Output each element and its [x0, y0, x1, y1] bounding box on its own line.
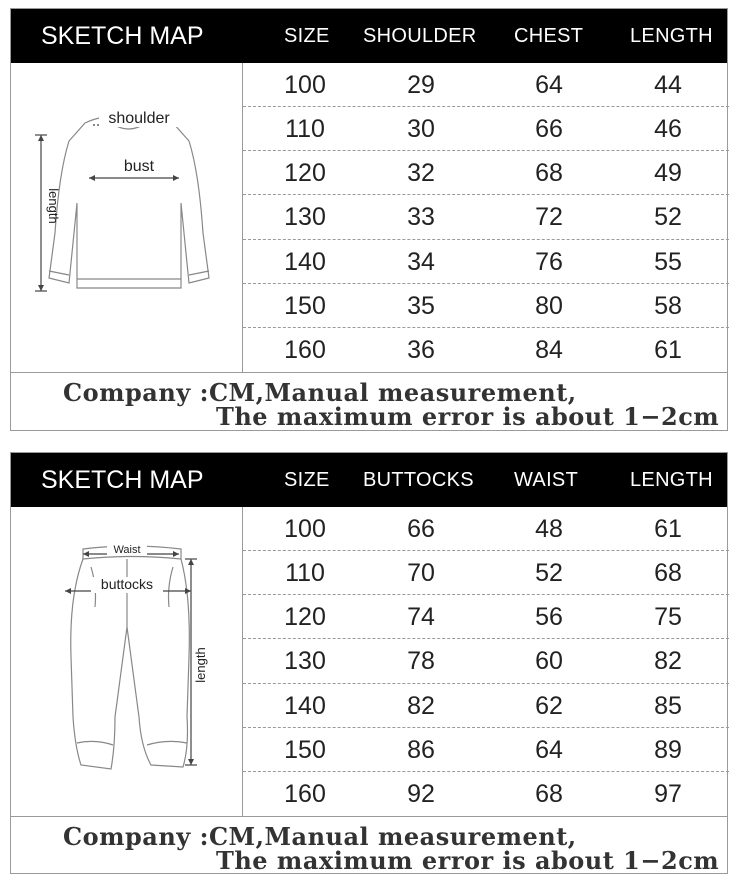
table-row: [243, 595, 729, 639]
waist-cell: 48: [535, 515, 563, 543]
chart-header: [11, 453, 727, 507]
length-cell: 52: [654, 203, 682, 232]
size-cell: 160: [284, 335, 326, 364]
size-cell: 150: [284, 291, 326, 320]
length-cell: 68: [654, 559, 682, 588]
shoulder-cell: 35: [407, 291, 435, 320]
footer-line-1: Company :CM,Manual measurement,: [63, 822, 577, 851]
shoulder-cell: 33: [407, 203, 435, 232]
waist-cell: 68: [535, 779, 563, 808]
col-header-shoulder: SHOULDER: [363, 25, 477, 47]
waist-cell: 60: [535, 647, 563, 676]
chart-footer: [11, 816, 727, 874]
size-cell: 120: [284, 603, 326, 632]
size-cell: 140: [284, 247, 326, 276]
footer-line-2: The maximum error is about 1−2cm: [216, 402, 720, 431]
table-row: [243, 195, 729, 239]
waist-label: Waist: [113, 544, 141, 556]
length-cell: 89: [654, 735, 682, 764]
length-cell: 75: [654, 603, 682, 632]
length-cell: 82: [654, 647, 682, 676]
size-table: [243, 63, 729, 372]
table-row: [243, 551, 729, 595]
chart-title: SKETCH MAP: [41, 466, 204, 494]
length-label: length: [193, 647, 208, 683]
table-row: [243, 328, 729, 372]
buttocks-cell: 82: [407, 691, 435, 720]
shirt-size-chart: [10, 8, 728, 431]
table-row: [243, 507, 729, 551]
table-row: [243, 684, 729, 728]
buttocks-cell: 92: [407, 779, 435, 808]
table-row: [243, 63, 729, 107]
length-cell: 46: [654, 115, 682, 144]
length-cell: 85: [654, 691, 682, 720]
waist-cell: 62: [535, 691, 563, 720]
pants-sketch-icon: [11, 507, 243, 816]
size-cell: 110: [285, 559, 325, 588]
shoulder-cell: 34: [407, 247, 435, 276]
chest-cell: 84: [535, 335, 563, 364]
shoulder-cell: 29: [407, 71, 435, 99]
length-cell: 55: [654, 247, 682, 276]
size-cell: 160: [284, 779, 326, 808]
shoulder-cell: 32: [407, 159, 435, 188]
size-cell: 110: [285, 115, 325, 144]
chart-title: SKETCH MAP: [41, 22, 204, 50]
pants-size-chart: [10, 452, 728, 874]
chart-header: [11, 9, 727, 63]
shirt-sketch: [11, 63, 243, 372]
col-header-waist: WAIST: [514, 469, 579, 491]
table-row: [243, 240, 729, 284]
col-header-length: LENGTH: [630, 469, 713, 491]
chart-footer: [11, 372, 727, 430]
table-row: [243, 107, 729, 151]
size-cell: 130: [284, 203, 326, 232]
waist-cell: 52: [535, 559, 563, 588]
table-row: [243, 284, 729, 328]
buttocks-cell: 86: [407, 735, 435, 764]
col-header-size: SIZE: [284, 25, 330, 47]
shoulder-label: shoulder: [108, 110, 170, 127]
chest-cell: 80: [535, 291, 563, 320]
waist-cell: 64: [535, 735, 563, 764]
size-cell: 150: [284, 735, 326, 764]
length-cell: 61: [654, 335, 682, 364]
table-row: [243, 151, 729, 195]
size-cell: 100: [284, 515, 326, 543]
table-row: [243, 639, 729, 683]
length-cell: 61: [654, 515, 682, 543]
buttocks-label: buttocks: [100, 576, 154, 592]
table-row: [243, 728, 729, 772]
buttocks-cell: 66: [407, 515, 435, 543]
col-header-buttocks: BUTTOCKS: [363, 469, 474, 491]
chest-cell: 68: [535, 159, 563, 188]
chest-cell: 72: [535, 203, 563, 232]
chest-cell: 66: [535, 115, 563, 144]
footer-line-1: Company :CM,Manual measurement,: [63, 378, 577, 407]
length-cell: 44: [654, 71, 682, 99]
bust-label: bust: [123, 158, 155, 175]
length-label: length: [46, 188, 61, 224]
length-cell: 58: [654, 291, 682, 320]
shirt-sketch-icon: [11, 63, 243, 372]
shoulder-cell: 30: [407, 115, 435, 144]
footer-line-2: The maximum error is about 1−2cm: [216, 846, 720, 875]
size-table: [243, 507, 729, 816]
length-cell: 49: [654, 159, 682, 188]
size-cell: 120: [284, 159, 326, 188]
col-header-size: SIZE: [284, 469, 330, 491]
pants-sketch: [11, 507, 243, 816]
waist-cell: 56: [535, 603, 563, 632]
chest-cell: 64: [535, 71, 563, 99]
buttocks-cell: 78: [407, 647, 435, 676]
size-cell: 100: [284, 71, 326, 99]
shoulder-cell: 36: [407, 335, 435, 364]
col-header-length: LENGTH: [630, 25, 713, 47]
chest-cell: 76: [535, 247, 563, 276]
buttocks-cell: 70: [407, 559, 435, 588]
col-header-chest: CHEST: [514, 25, 584, 47]
table-row: [243, 772, 729, 816]
size-cell: 140: [284, 691, 326, 720]
length-cell: 97: [654, 779, 682, 808]
buttocks-cell: 74: [407, 603, 435, 632]
size-cell: 130: [284, 647, 326, 676]
